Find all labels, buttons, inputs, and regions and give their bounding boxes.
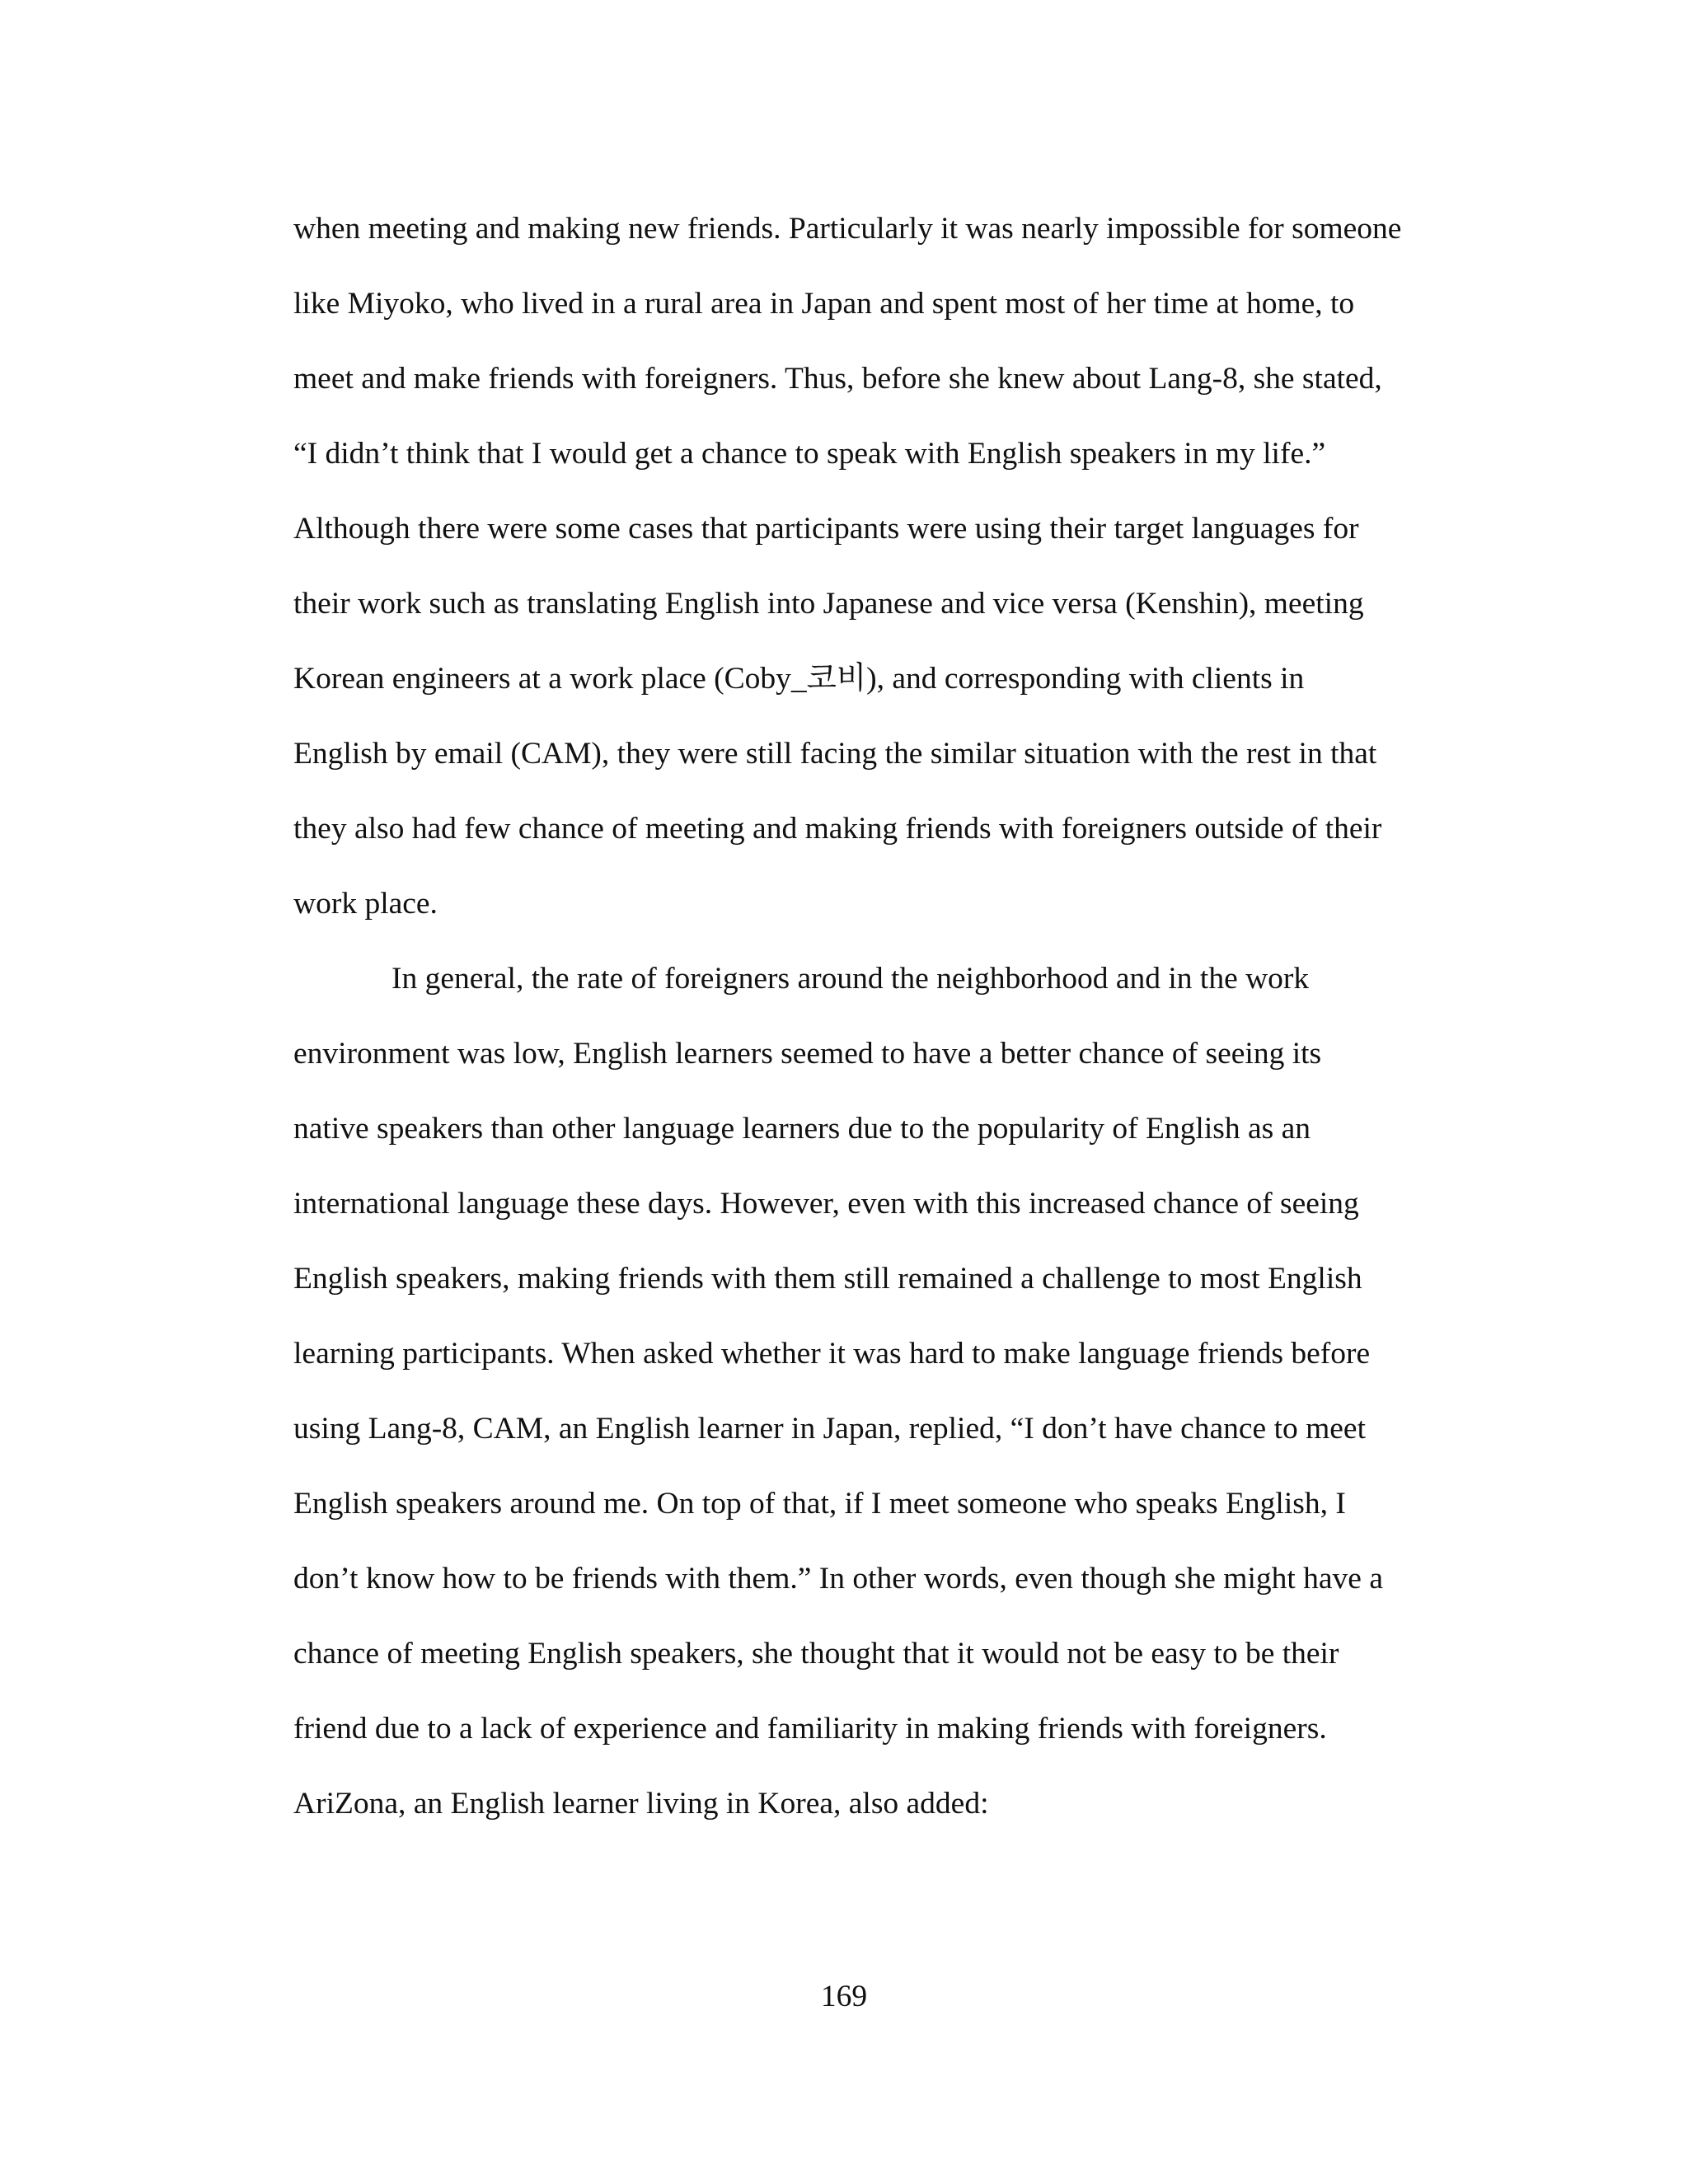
text-line: their work such as translating English into Japanese and vice versa (Kenshin), meeting bbox=[293, 587, 1364, 621]
text-line: English speakers around me. On top of that, if I meet someone who speaks English, I bbox=[293, 1487, 1346, 1521]
text-line: don’t know how to be friends with them.” In other words, even though she might have a bbox=[293, 1562, 1383, 1596]
text-line: friend due to a lack of experience and familiarity in making friends with foreigners. bbox=[293, 1712, 1327, 1746]
text-line: like Miyoko, who lived in a rural area in Japan and spent most of her time at home, to bbox=[293, 287, 1355, 321]
text-line: English by email (CAM), they were still facing the similar situation with the rest in that bbox=[293, 737, 1377, 771]
text-line: AriZona, an English learner living in Korea, also added: bbox=[293, 1787, 989, 1821]
text-line: “I didn’t think that I would get a chance to speak with English speakers in my life.” bbox=[293, 437, 1326, 471]
text-line: English speakers, making friends with them still remained a challenge to most English bbox=[293, 1262, 1362, 1296]
text-line: environment was low, English learners seemed to have a better chance of seeing its bbox=[293, 1037, 1322, 1071]
text-line: Although there were some cases that participants were using their target languages for bbox=[293, 512, 1359, 546]
body-text bbox=[293, 191, 1480, 1841]
text-line: they also had few chance of meeting and making friends with foreigners outside of their bbox=[293, 812, 1382, 846]
page-number: 169 bbox=[820, 1980, 868, 2013]
text-line: international language these days. However, even with this increased chance of seeing bbox=[293, 1187, 1359, 1221]
paragraph-first-line: In general, the rate of foreigners around the neighborhood and in the work bbox=[392, 962, 1310, 996]
text-line: meet and make friends with foreigners. Thus, before she knew about Lang-8, she stated, bbox=[293, 362, 1382, 396]
text-line: when meeting and making new friends. Particularly it was nearly impossible for someone bbox=[293, 212, 1402, 246]
text-line: chance of meeting English speakers, she thought that it would not be easy to be their bbox=[293, 1637, 1339, 1671]
text-line: native speakers than other language learners due to the popularity of English as an bbox=[293, 1112, 1311, 1146]
text-line: learning participants. When asked whether it was hard to make language friends before bbox=[293, 1337, 1371, 1371]
text-line: Korean engineers at a work place (Coby_코비), and corresponding with clients in bbox=[293, 662, 1305, 696]
text-line: work place. bbox=[293, 887, 438, 921]
text-line: using Lang-8, CAM, an English learner in Japan, replied, “I don’t have chance to meet bbox=[293, 1412, 1366, 1446]
